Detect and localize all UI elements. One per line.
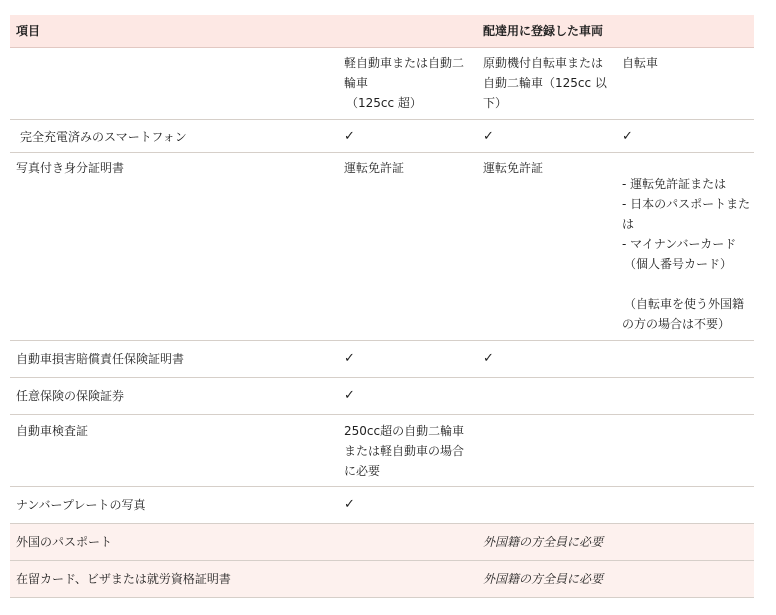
column-bicycle: 自転車 (622, 56, 659, 70)
row-label: 写真付き身分証明書 (16, 161, 125, 175)
column-moped-line: 自動二輪車（125cc 以 (483, 76, 607, 90)
cell-bicycle-id-options (622, 174, 754, 334)
column-kei-line: （125cc 超） (346, 96, 422, 110)
cell-value: 運転免許証 (483, 161, 544, 175)
table-row-license-plate (10, 487, 754, 524)
cell-note: 外国籍の方全員に必要 (483, 572, 604, 586)
header-item: 項目 (16, 24, 41, 38)
column-kei-line: 輪車 (344, 76, 369, 90)
check-icon: ✓ (344, 497, 355, 512)
row-label: 完全充電済みのスマートフォン (20, 130, 187, 144)
column-kei-car-or-motorcycle (344, 53, 472, 113)
id-option-line: の方の場合は不要） (622, 317, 731, 331)
row-label: 在留カード、ビザまたは就労資格証明書 (16, 572, 231, 586)
check-icon: ✓ (344, 351, 355, 366)
inspection-note-line: に必要 (344, 464, 381, 478)
check-icon: ✓ (344, 129, 355, 144)
table-row-compulsory-insurance (10, 341, 754, 378)
column-kei-line: 軽自動車または自動二 (344, 56, 465, 70)
spacer (622, 274, 754, 294)
row-label: 自動車検査証 (16, 424, 89, 438)
id-option-line: - 運転免許証または (622, 177, 727, 191)
column-moped-line: 原動機付自転車または (483, 56, 604, 70)
id-option-line: は (622, 217, 635, 231)
column-moped-line: 下） (483, 96, 508, 110)
cell-inspection-note (344, 421, 472, 481)
check-icon: ✓ (483, 129, 494, 144)
check-icon: ✓ (622, 129, 633, 144)
inspection-note-line: または軽自動車の場合 (344, 444, 465, 458)
id-option-line: - 日本のパスポートまた (622, 197, 751, 211)
table-row-smartphone (10, 120, 754, 153)
cell-value: 運転免許証 (344, 161, 405, 175)
table-row-residence-card (10, 561, 754, 598)
table-header-row (10, 15, 754, 48)
id-option-line: （個人番号カード） (624, 257, 733, 271)
cell-note: 外国籍の方全員に必要 (483, 535, 604, 549)
table-row-inspection (10, 415, 754, 487)
check-icon: ✓ (483, 351, 494, 366)
table-row-passport (10, 524, 754, 561)
table-row-photo-id (10, 153, 754, 341)
id-option-line: （自転車を使う外国籍 (624, 297, 745, 311)
row-label: 任意保険の保険証券 (16, 389, 125, 403)
inspection-note-line: 250cc超の自動二輪車 (344, 424, 465, 438)
column-moped (483, 53, 611, 113)
header-vehicle-group: 配達用に登録した車両 (483, 24, 604, 38)
vehicle-type-row (10, 48, 754, 120)
table-row-optional-insurance (10, 378, 754, 415)
id-option-line: - マイナンバーカード (622, 237, 737, 251)
check-icon: ✓ (344, 388, 355, 403)
row-label: 自動車損害賠償責任保険証明書 (16, 352, 185, 366)
row-label: ナンバープレートの写真 (16, 498, 146, 512)
row-label: 外国のパスポート (16, 535, 113, 549)
